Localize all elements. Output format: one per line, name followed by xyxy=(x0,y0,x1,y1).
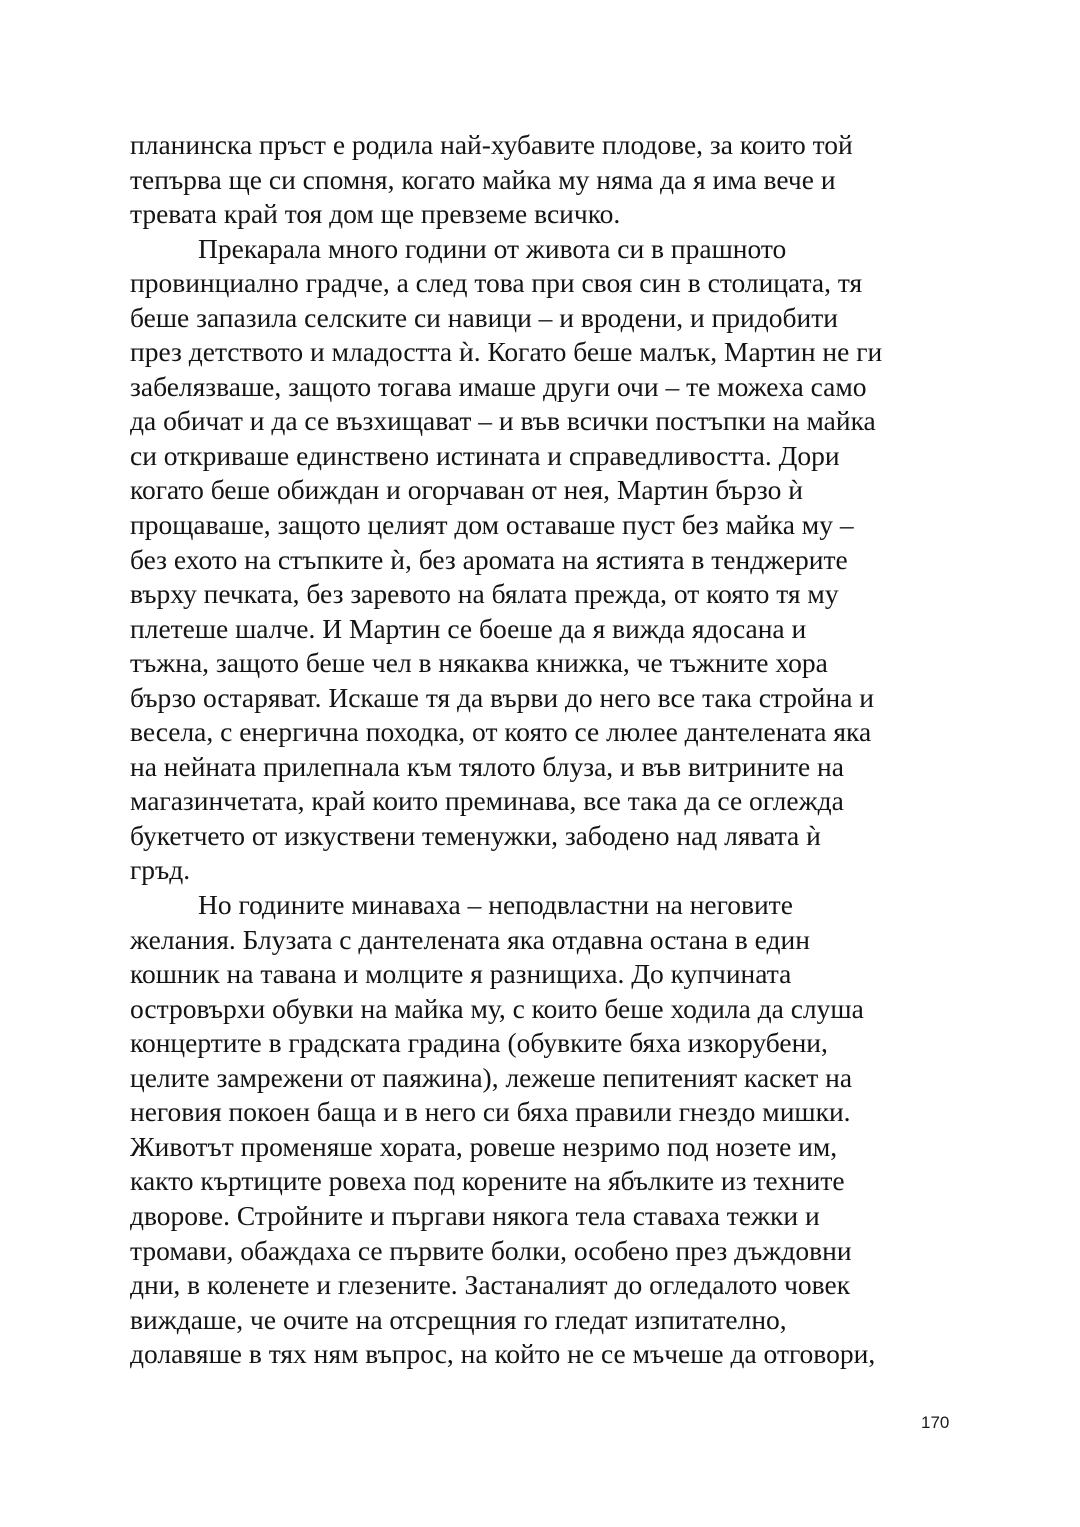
text-line: желания. Блузата с дантелената яка отдавна остана в един xyxy=(130,923,810,955)
paragraph-first-line: Прекарала много години от живота си в прашното xyxy=(198,232,787,264)
text-line: виждаше, че очите на отсрещния го гледат изпитателно, xyxy=(130,1303,787,1335)
text-line: провинциално градче, а след това при своя син в столицата, тя xyxy=(130,267,863,299)
text-line: тепърва ще си спомня, когато майка му няма да я има вече и xyxy=(130,163,836,195)
page-number: 170 xyxy=(921,1413,950,1432)
paragraph-first-line: Но годините минаваха – неподвластни на неговите xyxy=(198,889,793,921)
text-line: беше запазила селските си навици – и вродени, и придобити xyxy=(130,301,838,333)
text-line: прощаваше, защото целият дом оставаше пуст без майка му – xyxy=(130,509,854,541)
text-line: магазинчетата, край които преминава, все така да се оглежда xyxy=(130,785,844,817)
text-line: през детството и младостта ѝ. Когато беше малък, Мартин не ги xyxy=(130,336,883,368)
text-line: кошник на тавана и молците я разнищиха. До купчината xyxy=(130,958,792,990)
text-line: дни, в коленете и глезените. Застаналият до огледалото човек xyxy=(130,1269,851,1301)
body-text xyxy=(130,128,1030,1372)
text-line: да обичат и да се възхищават – и във всички постъпки на майка xyxy=(130,405,876,437)
text-line: концертите в градската градина (обувките бяха изкорубени, xyxy=(130,1027,828,1059)
text-line: тъжна, защото беше чел в някаква книжка, че тъжните хора xyxy=(130,647,828,679)
text-line: весела, с енергична походка, от която се люлее дантелената яка xyxy=(130,716,872,748)
text-line: както къртиците ровеха под корените на ябълките из техните xyxy=(130,1165,845,1197)
text-line: си откриваше единствено истината и справедливостта. Дори xyxy=(130,439,840,471)
text-line: букетчето от изкуствени теменужки, забодено над лявата ѝ xyxy=(130,819,821,851)
text-line: на нейната прилепнала към тялото блуза, и във витрините на xyxy=(130,750,844,782)
text-line: без ехото на стъпките ѝ, без аромата на ястията в тенджерите xyxy=(130,543,848,575)
text-line: когато беше обиждан и огорчаван от нея, Мартин бързо ѝ xyxy=(130,474,803,506)
text-line: Животът променяше хората, ровеше незримо под нозете им, xyxy=(130,1130,838,1162)
text-line: плетеше шалче. И Мартин се боеше да я вижда ядосана и xyxy=(130,612,807,644)
text-line: долавяше в тях ням въпрос, на който не се мъчеше да отговори, xyxy=(130,1338,876,1370)
text-line: целите замрежени от паяжина), лежеше пепитеният каскет на xyxy=(130,1061,853,1093)
text-line: неговия покоен баща и в него си бяха правили гнездо мишки. xyxy=(130,1096,851,1128)
text-line: планинска пръст е родила най-хубавите плодове, за които той xyxy=(130,129,853,160)
text-line: гръд. xyxy=(130,854,191,886)
text-line: островърхи обувки на майка му, с които беше ходила да слуша xyxy=(130,992,864,1024)
text-line: върху печката, без заревото на бялата прежда, от която тя му xyxy=(130,578,839,610)
text-line: забелязваше, защото тогава имаше други очи – те можеха само xyxy=(130,370,867,402)
text-line: дворове. Стройните и пъргави някога тела ставаха тежки и xyxy=(130,1199,820,1231)
text-line: тревата край тоя дом ще превземе всичко. xyxy=(130,198,621,230)
text-line: тромави, обаждаха се първите болки, особено през дъждовни xyxy=(130,1234,852,1266)
text-line: бързо остаряват. Искаше тя да върви до него все така стройна и xyxy=(130,681,875,713)
